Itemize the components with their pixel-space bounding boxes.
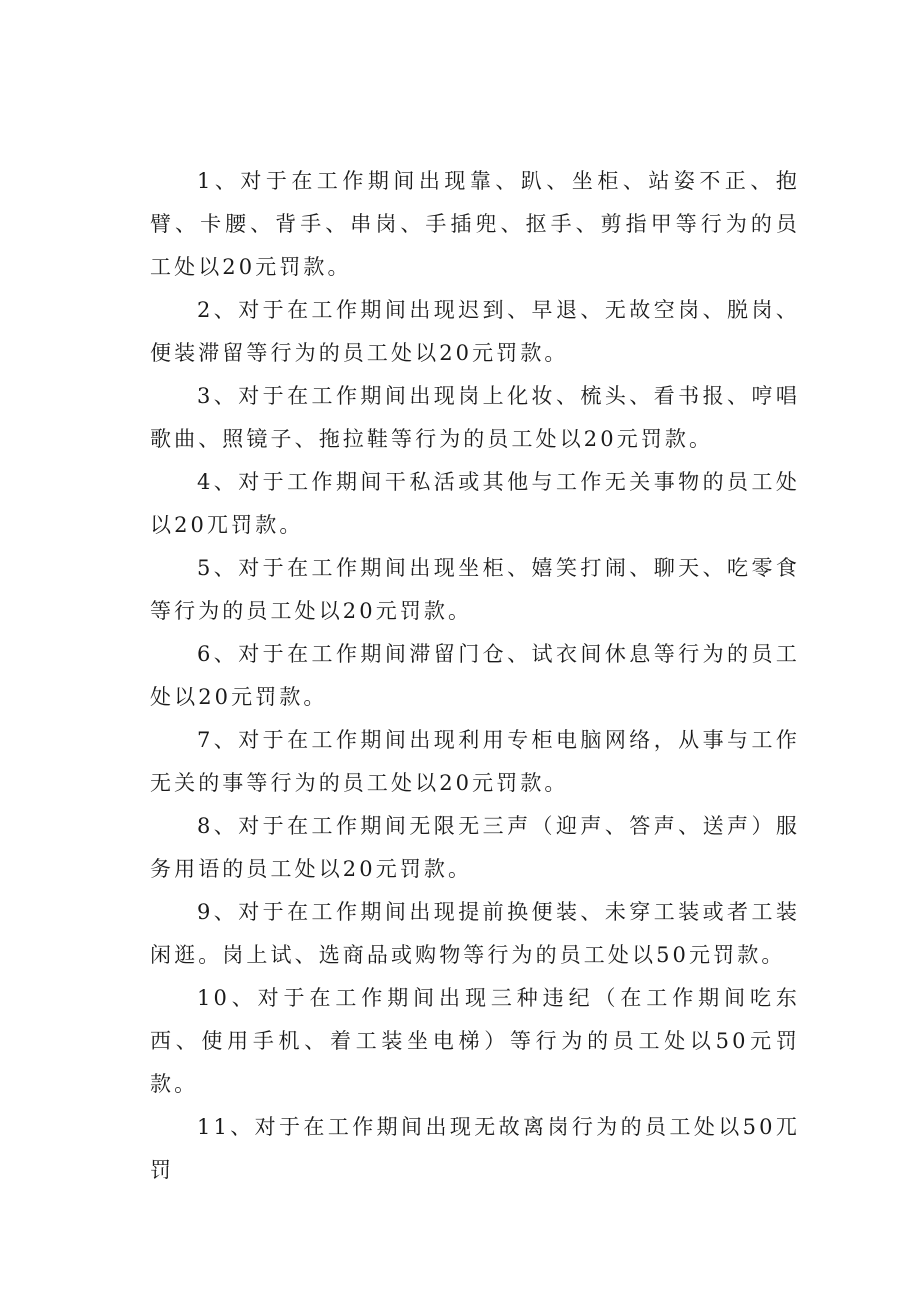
rule-paragraph-6: 6、对于在工作期间滞留门仓、试衣间休息等行为的员工处以20元罚款。	[150, 642, 800, 709]
rule-paragraph-5: 5、对于在工作期间出现坐柜、嬉笑打闹、聊天、吃零食等行为的员工处以20元罚款。	[150, 556, 800, 623]
rule-paragraph-10: 10、对于在工作期间出现三种违纪（在工作期间吃东西、使用手机、着工装坐电梯）等行为的员工处以50元罚款。	[150, 986, 800, 1096]
rule-paragraph-7: 7、对于在工作期间出现利用专柜电脑网络，从事与工作无关的事等行为的员工处以20元罚款。	[150, 728, 800, 795]
rule-paragraph-1: 1、对于在工作期间出现靠、趴、坐柜、站姿不正、抱臂、卡腰、背手、串岗、手插兜、抠手、剪指甲等行为的员工处以20元罚款。	[150, 169, 800, 279]
rule-paragraph-11: 11、对于在工作期间出现无故离岗行为的员工处以50兀罚	[150, 1115, 800, 1182]
rule-paragraph-9: 9、对于在工作期间出现提前换便装、未穿工装或者工装闲逛。岗上试、选商品或购物等行为的员工处以50元罚款。	[150, 900, 800, 967]
rule-paragraph-8: 8、对于在工作期间无限无三声（迎声、答声、送声）服务用语的员工处以20元罚款。	[150, 814, 800, 881]
rule-paragraph-2: 2、对于在工作期间出现迟到、早退、无故空岗、脱岗、便装滞留等行为的员工处以20元罚款。	[150, 298, 800, 365]
document-body	[150, 160, 800, 1192]
rule-paragraph-4: 4、对于工作期间干私活或其他与工作无关事物的员工处以20兀罚款。	[150, 470, 800, 537]
rule-paragraph-3: 3、对于在工作期间出现岗上化妆、梳头、看书报、哼唱歌曲、照镜子、拖拉鞋等行为的员工处以20元罚款。	[150, 384, 800, 451]
